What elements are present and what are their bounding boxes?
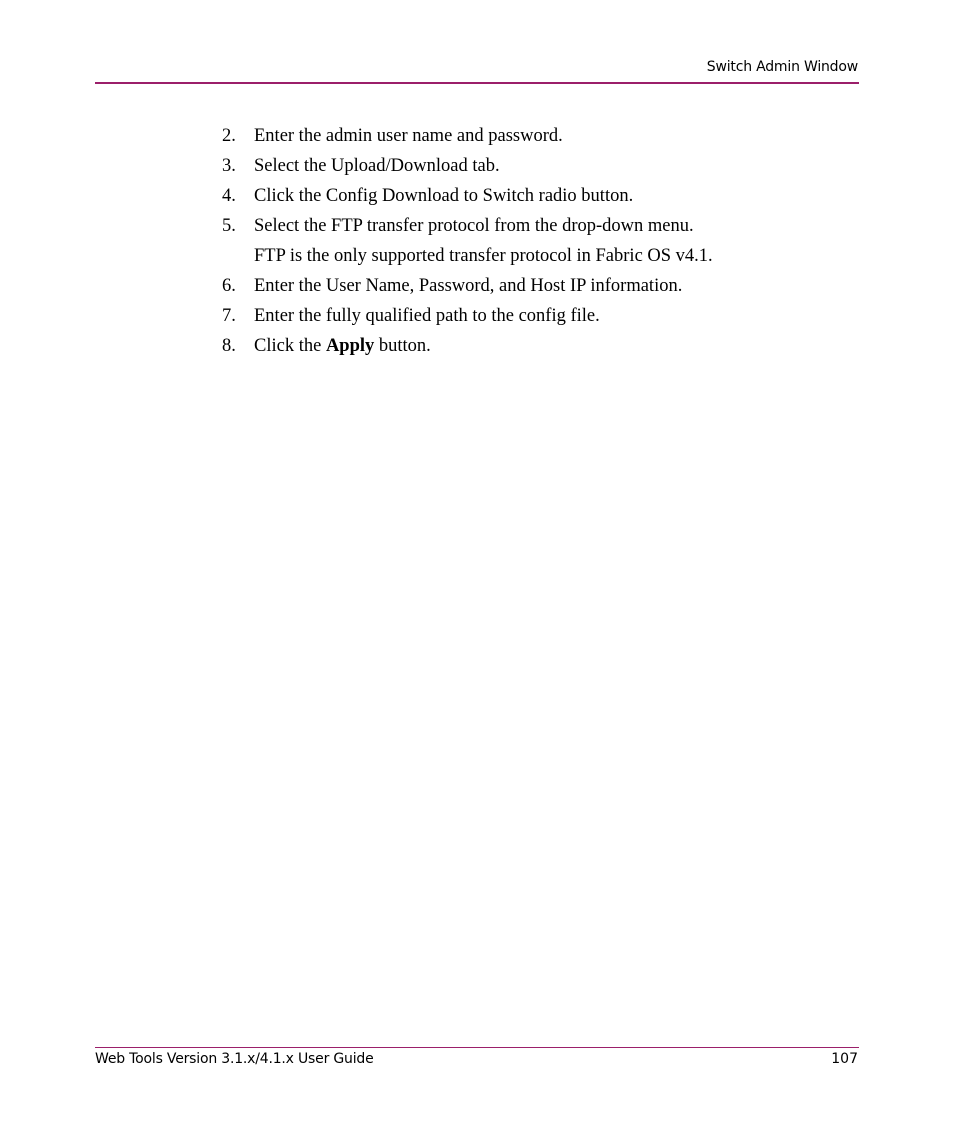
step-item <box>222 211 713 241</box>
step-item <box>222 121 713 151</box>
step-item <box>222 331 713 361</box>
step-text-after: button. <box>374 335 431 356</box>
procedure-steps <box>222 121 713 361</box>
footer-guide-title: Web Tools Version 3.1.x/4.1.x User Guide <box>95 1051 374 1067</box>
step-item <box>222 271 713 301</box>
step-number: 4. <box>222 185 236 206</box>
step-number: 3. <box>222 155 236 176</box>
step-text: Enter the fully qualified path to the config file. <box>254 305 600 326</box>
header-rule <box>95 82 859 84</box>
footer-rule <box>95 1047 859 1048</box>
step-text <box>254 336 431 357</box>
step-item <box>222 301 713 331</box>
step-item <box>222 181 713 211</box>
step-number: 2. <box>222 125 236 146</box>
step-text: Select the FTP transfer protocol from the drop-down menu. <box>254 215 694 236</box>
running-header: Switch Admin Window <box>706 59 858 75</box>
step-text: Select the Upload/Download tab. <box>254 155 500 176</box>
step-item <box>222 151 713 181</box>
apply-button-label: Apply <box>325 335 375 356</box>
step-text-before: Click the <box>254 335 326 356</box>
step-text: Enter the User Name, Password, and Host IP information. <box>254 275 683 296</box>
step-text: Click the Config Download to Switch radio button. <box>254 185 634 206</box>
step-number: 6. <box>222 275 236 296</box>
step-text: Enter the admin user name and password. <box>254 125 563 146</box>
step-number: 7. <box>222 305 236 326</box>
page-number: 107 <box>831 1051 858 1067</box>
step-number: 5. <box>222 215 236 236</box>
step-note: FTP is the only supported transfer protocol in Fabric OS v4.1. <box>254 245 713 266</box>
step-number: 8. <box>222 335 236 356</box>
